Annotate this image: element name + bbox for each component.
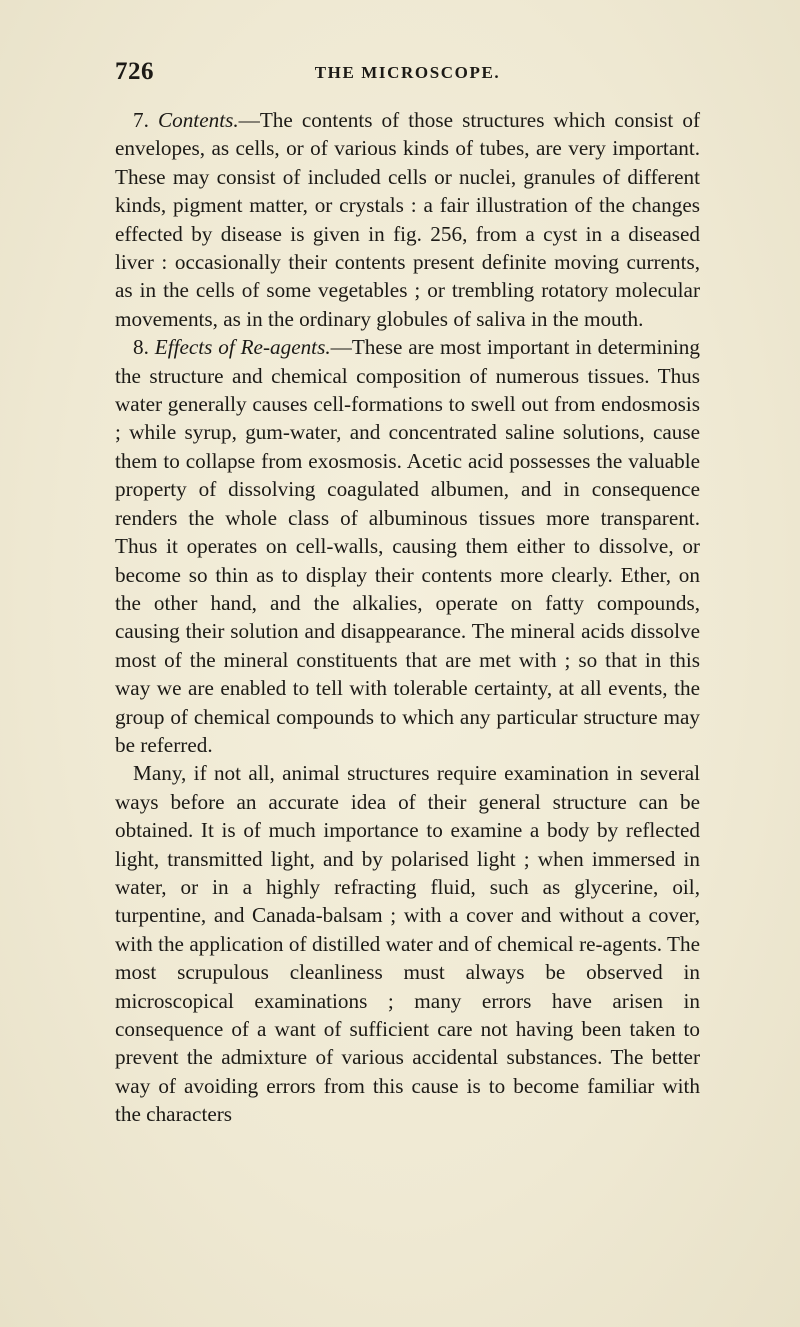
paragraph-number: 7. [133, 108, 149, 132]
page-number: 726 [115, 58, 154, 85]
paragraph-effects-of-re-agents [115, 333, 700, 759]
paragraph-text: —The contents of those structures which consist of envelopes, as cells, or of various kinds of tubes, are very important. These may consist of included cells or nuclei, granules of different kinds, pigment matter, or crystals : a fair illustration of the changes effected by disease is given in fig. 256, from a cyst in a diseased liver : occasionally their contents present definite moving currents, as in the cells of some vegetables ; or trembling rotatory molecular movements, as in the ordinary globules of saliva in the mouth. [115, 108, 701, 331]
paragraph-heading: Effects of Re-agents. [154, 335, 331, 360]
paragraph-examination-methods [115, 759, 700, 1128]
running-title: THE MICROSCOPE. [314, 63, 501, 82]
paragraph-contents [115, 106, 700, 333]
body-text [115, 106, 700, 1129]
paragraph-heading: Contents. [157, 108, 239, 132]
paragraph-text: Many, if not all, animal structures require examination in several ways before an accurate idea of their general structure can be obtained. It is of much importance to examine a body by reflected light, transmitted light, and by polarised light ; when immersed in water, or in a highly refracting fluid, such as glycerine, oil, turpentine, and Canada-balsam ; with a cover and without a cover, with the application of distilled water and of chemical re-agents. The most scrupulous cleanliness must always be observed in microscopical examinations ; many errors have arisen in consequence of a want of sufficient care not having been taken to prevent the admixture of various accidental substances. The better way of avoiding errors from this cause is to become familiar with the characters [115, 761, 700, 1127]
paragraph-number: 8. [133, 335, 149, 360]
running-head [115, 58, 700, 88]
paragraph-text: —These are most important in determining the structure and chemical composition of numerous tissues. Thus water generally causes cell-formations to swell out from endosmosis ; while syrup, gum-water, and concentrated saline solutions, cause them to collapse from exosmosis. Acetic acid possesses the valuable property of dissolving coagulated albumen, and in consequence renders the whole class of albuminous tissues more transparent. Thus it operates on cell-walls, causing them either to dissolve, or become so thin as to display their contents more clearly. Ether, on the other hand, and the alkalies, operate on fatty compounds, causing their solution and disappearance. The mineral acids dissolve most of the mineral constituents that are met with ; so that in this way we are enabled to tell with tolerable certainty, at all events, the group of chemical compounds to which any particular structure may be referred. [115, 335, 700, 757]
